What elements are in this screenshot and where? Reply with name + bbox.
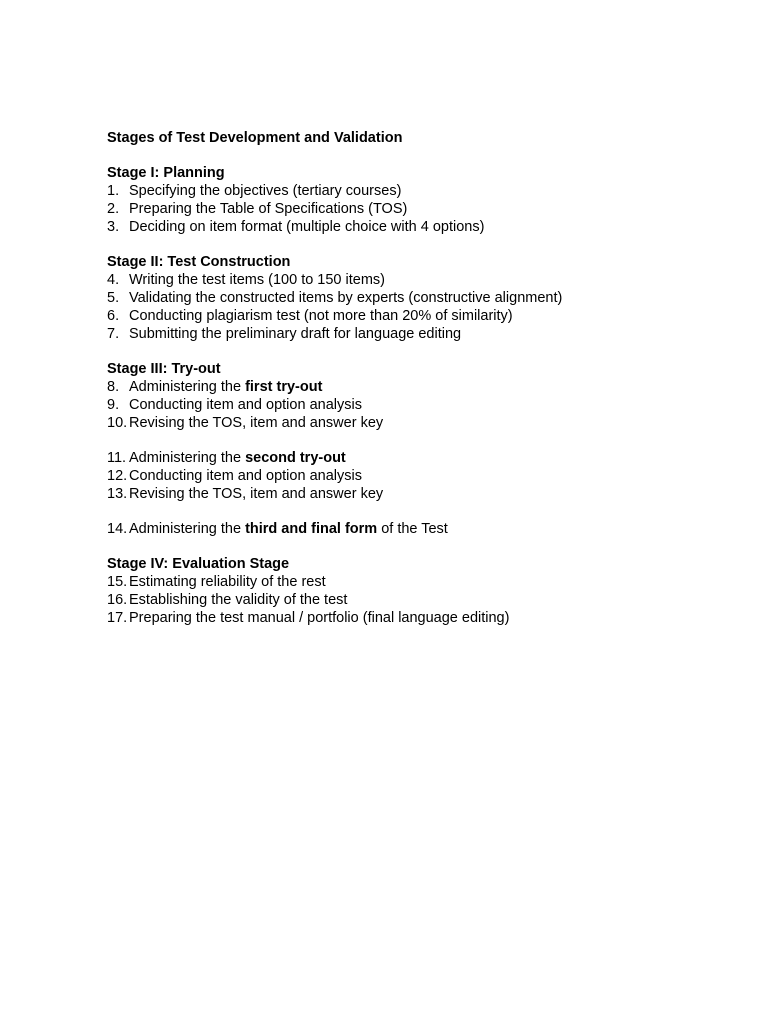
list-item [107, 520, 747, 538]
item-number: 9. [107, 397, 120, 413]
list-item [107, 307, 747, 325]
list-item [107, 485, 747, 503]
item-text: Validating the constructed items by experts (constructive alignment) [129, 290, 563, 306]
item-number: 7. [107, 326, 120, 342]
section-gap [107, 432, 747, 449]
list-item [107, 449, 747, 467]
item-text: Conducting item and option analysis [129, 397, 362, 413]
item-text: Deciding on item format (multiple choice with 4 options) [129, 219, 485, 235]
section-gap [107, 538, 747, 555]
document-title: Stages of Test Development and Validation [107, 130, 403, 146]
list-item [107, 396, 747, 414]
list-item [107, 325, 747, 343]
stage-3-heading: Stage III: Try-out [107, 361, 221, 377]
item-text [129, 378, 322, 396]
list-item [107, 378, 747, 396]
item-text-emphasis: third and final form [245, 521, 378, 537]
section-gap [107, 503, 747, 520]
item-number: 5. [107, 290, 120, 306]
item-text: Estimating reliability of the rest [129, 574, 326, 590]
item-number: 10. [107, 415, 128, 431]
document-page [107, 128, 747, 627]
item-number: 1. [107, 183, 120, 199]
item-text: Conducting plagiarism test (not more than 20% of similarity) [129, 308, 513, 324]
section-gap [107, 236, 747, 253]
item-text [129, 520, 448, 538]
item-text-prefix: Administering the [129, 450, 246, 466]
item-text-emphasis: first try-out [245, 379, 323, 395]
list-item [107, 200, 747, 218]
item-number: 16. [107, 592, 128, 608]
item-text [129, 449, 346, 467]
item-number: 2. [107, 201, 120, 217]
list-item [107, 414, 747, 432]
list-item [107, 271, 747, 289]
item-text: Revising the TOS, item and answer key [129, 415, 384, 431]
list-item [107, 289, 747, 307]
item-text-prefix: Administering the [129, 521, 246, 537]
list-item [107, 467, 747, 485]
stage-2-heading: Stage II: Test Construction [107, 254, 291, 270]
item-number: 4. [107, 272, 120, 288]
list-item [107, 182, 747, 200]
list-item [107, 218, 747, 236]
item-number: 6. [107, 308, 120, 324]
item-text: Writing the test items (100 to 150 items) [129, 272, 386, 288]
item-number: 13. [107, 486, 128, 502]
item-text: Preparing the test manual / portfolio (final language editing) [129, 610, 510, 626]
item-number: 17. [107, 610, 128, 626]
item-number: 15. [107, 574, 128, 590]
item-number: 11. [107, 450, 127, 466]
item-text-prefix: Administering the [129, 379, 246, 395]
item-text-suffix: of the Test [377, 521, 448, 537]
item-text: Revising the TOS, item and answer key [129, 486, 384, 502]
item-text: Conducting item and option analysis [129, 468, 362, 484]
list-item [107, 573, 747, 591]
list-item [107, 609, 747, 627]
item-text-emphasis: second try-out [245, 450, 346, 466]
list-item [107, 591, 747, 609]
item-number: 8. [107, 379, 120, 395]
item-text: Specifying the objectives (tertiary courses) [129, 183, 402, 199]
item-text: Preparing the Table of Specifications (TOS) [129, 201, 408, 217]
section-gap [107, 343, 747, 360]
item-number: 14. [107, 521, 128, 537]
stage-1-heading: Stage I: Planning [107, 165, 225, 181]
item-text: Submitting the preliminary draft for language editing [129, 326, 462, 342]
item-number: 12. [107, 468, 128, 484]
stage-4-heading: Stage IV: Evaluation Stage [107, 556, 290, 572]
item-text: Establishing the validity of the test [129, 592, 348, 608]
item-number: 3. [107, 219, 120, 235]
